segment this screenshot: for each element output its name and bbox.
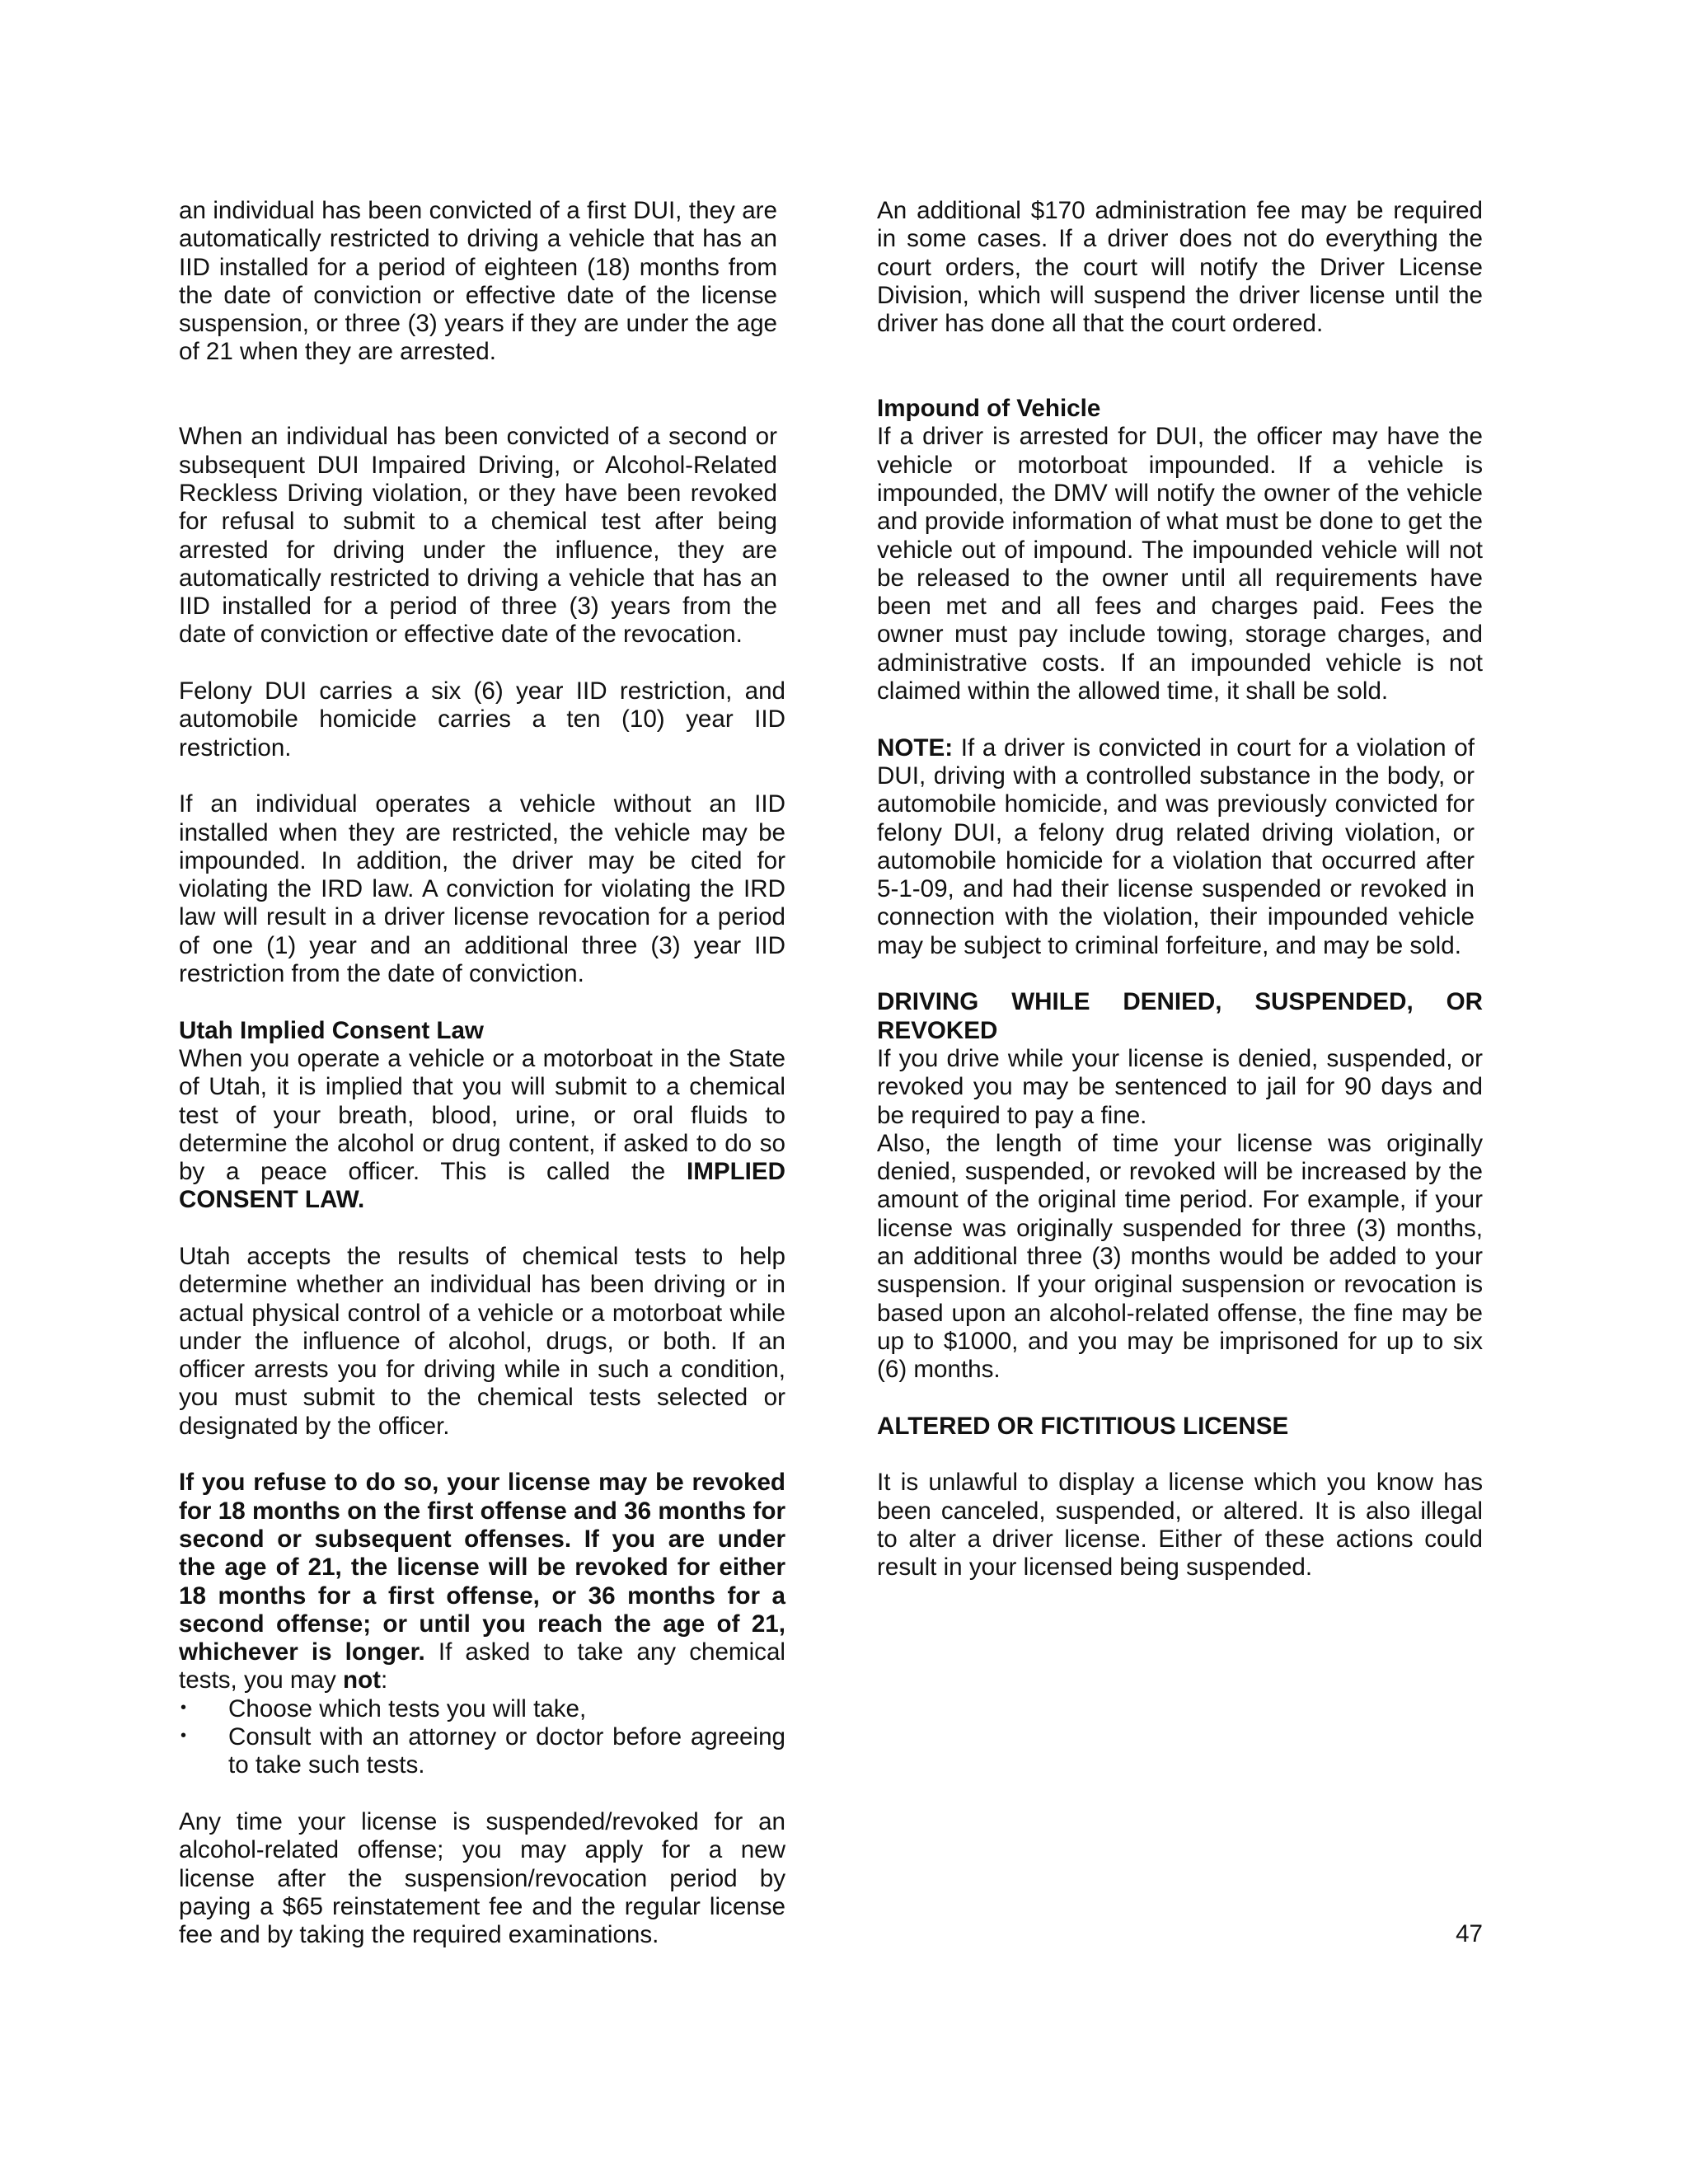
paragraph-iid-second-dui: When an individual has been convicted of a second or subsequent DUI Impaired Driving, or Alcohol-Related Reckless Driving violation, or they have been revoked for refusal to submit to a chemical test after being arrested for driving under the influence, they are automatically restricted to driving a vehicle that has an IID installed for a period of three (3) years from the date of conviction or effective date of the revocation. — [179, 423, 777, 649]
paragraph-altered-license: It is unlawful to display a license which you know has been canceled, suspended, or altered. It is also illegal to alter a driver license. Either of these actions could result in your licensed being suspended. — [877, 1469, 1483, 1582]
list-item-text: Consult with an attorney or doctor before agreeing to take such tests. — [228, 1723, 785, 1779]
list-item-text: Choose which tests you will take, — [228, 1694, 587, 1722]
paragraph-driving-denied-penalty: Also, the length of time your license was originally denied, suspended, or revoked will be increased by the amount of the original time period. For example, if your license was originally suspended for three (3) months, an additional three (3) months would be added to your suspension. If your original suspension or revocation is based upon an alcohol-related offense, the fine may be up to $1000, and you may be imprisoned for up to six (6) months. — [877, 1129, 1483, 1384]
paragraph-iid-first-dui: an individual has been convicted of a first DUI, they are automatically restricted to driving a vehicle that has an IID installed for a period of eighteen (18) months from the date of conviction or effective date of the license suspension, or three (3) years if they are under the age of 21 when they are arrested. — [179, 197, 777, 366]
page-number: 47 — [1456, 1920, 1483, 1947]
paragraph-implied-consent — [179, 1045, 785, 1215]
heading-driving-denied: DRIVING WHILE DENIED, SUSPENDED, OR REVOKED — [877, 988, 1483, 1044]
refusal-text: If asked to take any chemical tests, you may — [179, 1638, 785, 1694]
paragraph-chemical-tests: Utah accepts the results of chemical tests to help determine whether an individual has been driving or in actual physical control of a vehicle or a motorboat while under the influence of alcohol, drugs, or both. If an officer arrests you for driving while in such a condition, you must submit to the chemical tests selected or designated by the officer. — [179, 1242, 785, 1440]
right-column — [877, 197, 1483, 1610]
paragraph-iid-violation: If an individual operates a vehicle without an IID installed when they are restricted, the vehicle may be impounded. In addition, the driver may be cited for violating the IRD law. A conviction for violating the IRD law will result in a driver license revocation for a period of one (1) year and an additional three (3) year IID restriction from the date of conviction. — [179, 790, 785, 988]
paragraph-reinstatement: Any time your license is suspended/revoked for an alcohol-related offense; you may apply for a new license after the suspension/revocation period by paying a $65 reinstatement fee and the regular license fee and by taking the required examinations. — [179, 1807, 785, 1949]
bullet-list — [179, 1695, 785, 1780]
refusal-colon: : — [381, 1666, 388, 1694]
implied-consent-text: When you operate a vehicle or a motorboat in the State of Utah, it is implied that you will submit to a chemical test of your breath, blood, urine, or oral fluids to determine the alcohol or drug content, if asked to do so by a peace officer. This is called the — [179, 1044, 785, 1186]
left-column — [179, 197, 785, 1978]
refusal-bold-text: If you refuse to do so, your license may be revoked for 18 months on the first offense and 36 months for second or subsequent offenses. If you are under the age of 21, the license will be revoked for either 18 months for a first offense, or 36 months for a second offense; or until you reach the age of 21, whichever is longer. — [179, 1469, 785, 1666]
note-text: If a driver is convicted in court for a violation of DUI, driving with a controlled substance in the body, or automobile homicide, and was previously convicted for felony DUI, a felony drug related driving violation, or automobile homicide for a violation that occurred after 5-1-09, and had their license suspended or revoked in connection with the violation, their impounded vehicle may be subject to criminal forfeiture, and may be sold. — [877, 733, 1475, 959]
paragraph-note — [877, 734, 1475, 960]
note-label: NOTE: — [877, 733, 954, 762]
heading-implied-consent: Utah Implied Consent Law — [179, 1016, 484, 1044]
paragraph-refusal — [179, 1469, 785, 1694]
list-item — [179, 1695, 785, 1723]
paragraph-admin-fee: An additional $170 administration fee may be required in some cases. If a driver does not do everything the court orders, the court will notify the Driver License Division, which will suspend the driver license until the driver has done all that the court ordered. — [877, 197, 1483, 338]
paragraph-impound: If a driver is arrested for DUI, the officer may have the vehicle or motorboat impounded. If a vehicle is impounded, the DMV will notify the owner of the vehicle and provide information of what must be done to get the vehicle out of impound. The impounded vehicle will not be released to the owner until all requirements have been met and all fees and charges paid. Fees the owner must pay include towing, storage charges, and administrative costs. If an impounded vehicle is not claimed within the allowed time, it shall be sold. — [877, 423, 1483, 705]
paragraph-iid-felony: Felony DUI carries a six (6) year IID restriction, and automobile homicide carries a ten (10) year IID restriction. — [179, 677, 785, 762]
bullet-marker: • — [181, 1698, 187, 1717]
refusal-not-bold: not — [343, 1666, 382, 1694]
bullet-marker: • — [181, 1727, 187, 1746]
paragraph-driving-denied: If you drive while your license is denied, suspended, or revoked you may be sentenced to jail for 90 days and be required to pay a fine. — [877, 1044, 1483, 1129]
heading-altered-license: ALTERED OR FICTITIOUS LICENSE — [877, 1412, 1289, 1440]
implied-consent-law-bold: IMPLIED CONSENT LAW. — [179, 1158, 786, 1214]
list-item — [179, 1723, 785, 1780]
heading-impound: Impound of Vehicle — [877, 395, 1101, 423]
